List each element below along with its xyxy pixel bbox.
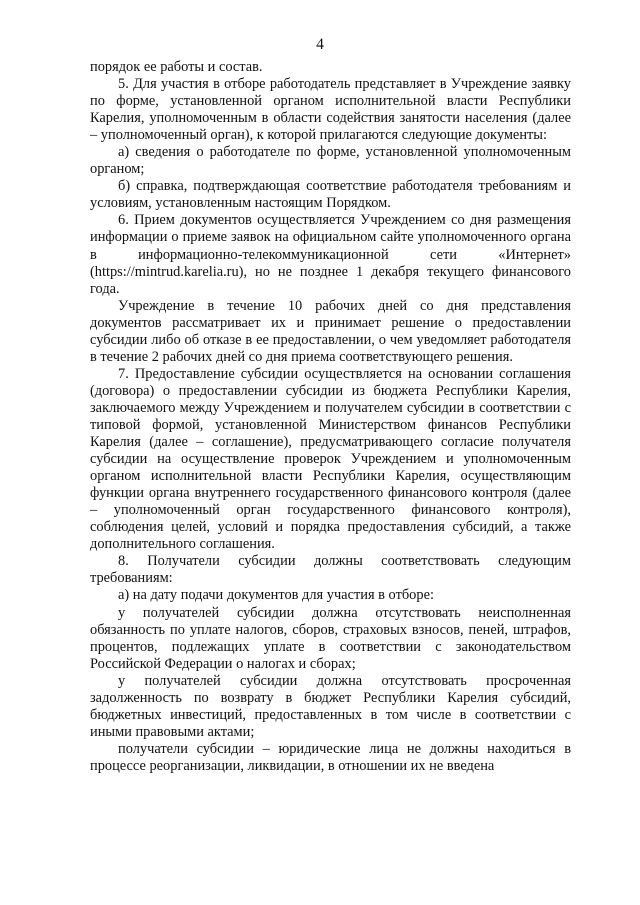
- paragraph: получатели субсидии – юридические лица не должны находиться в процессе реорганизации, ликвидации, в отношении их не введена: [90, 740, 571, 774]
- paragraph: а) на дату подачи документов для участия в отборе:: [118, 587, 434, 604]
- paragraph: б) справка, подтверждающая соответствие работодателя требованиям и условиям, установленным настоящим Порядком.: [90, 178, 571, 212]
- paragraph: 8. Получатели субсидии должны соответствовать следующим требованиям:: [90, 553, 571, 587]
- paragraph: порядок ее работы и состав.: [90, 59, 263, 75]
- paragraph: у получателей субсидии должна отсутствовать просроченная задолженность по возврату в бюджет Республики Карелия субсидий, бюджетных инвестиций, предоставленных в том числе в соответствии с иными правовыми актами;: [90, 672, 571, 740]
- paragraph: 6. Прием документов осуществляется Учреждением со дня размещения информации о приеме заявок на официальном сайте уполномоченного органа в информационно-телекоммуникационной сети «Интернет» (https://mintrud.karelia.ru), но не позднее 1 декабря текущего финансового года.: [90, 212, 571, 297]
- paragraph: у получателей субсидии должна отсутствовать неисполненная обязанность по уплате налогов, сборов, страховых взносов, пеней, штрафов, процентов, подлежащих уплате в соответствии с законодательством Российской Федерации о налогах и сборах;: [90, 604, 571, 672]
- paragraph: а) сведения о работодателе по форме, установленной уполномоченным органом;: [90, 144, 571, 178]
- paragraph: Учреждение в течение 10 рабочих дней со дня представления документов рассматривает их и принимает решение о предоставлении субсидии либо об отказе в ее предоставлении, о чем уведомляет работодателя в течение 2 рабочих дней со дня приема соответствующего решения.: [90, 297, 571, 365]
- paragraph: 5. Для участия в отборе работодатель представляет в Учреждение заявку по форме, установленной органом исполнительной власти Республики Карелия, уполномоченным в области содействия занятости населения (далее – уполномоченный орган), к которой прилагаются следующие документы:: [90, 76, 571, 144]
- page-number: 4: [316, 36, 324, 53]
- paragraph: 7. Предоставление субсидии осуществляется на основании соглашения (договора) о предоставлении субсидии из бюджета Республики Карелия, заключаемого между Учреждением и получателем субсидии в соответствии с типовой формой, установленной Министерством финансов Республики Карелия (далее – соглашение), предусматривающего согласие получателя субсидии на осуществление проверок Учреждением и уполномоченным органом исполнительной власти Республики Карелия, осуществляющим функции органа внутреннего государственного финансового контроля (далее – уполномоченный орган государственного финансового контроля), соблюдения целей, условий и порядка предоставления субсидий, а также дополнительного соглашения.: [90, 365, 571, 553]
- document-body: [90, 59, 571, 775]
